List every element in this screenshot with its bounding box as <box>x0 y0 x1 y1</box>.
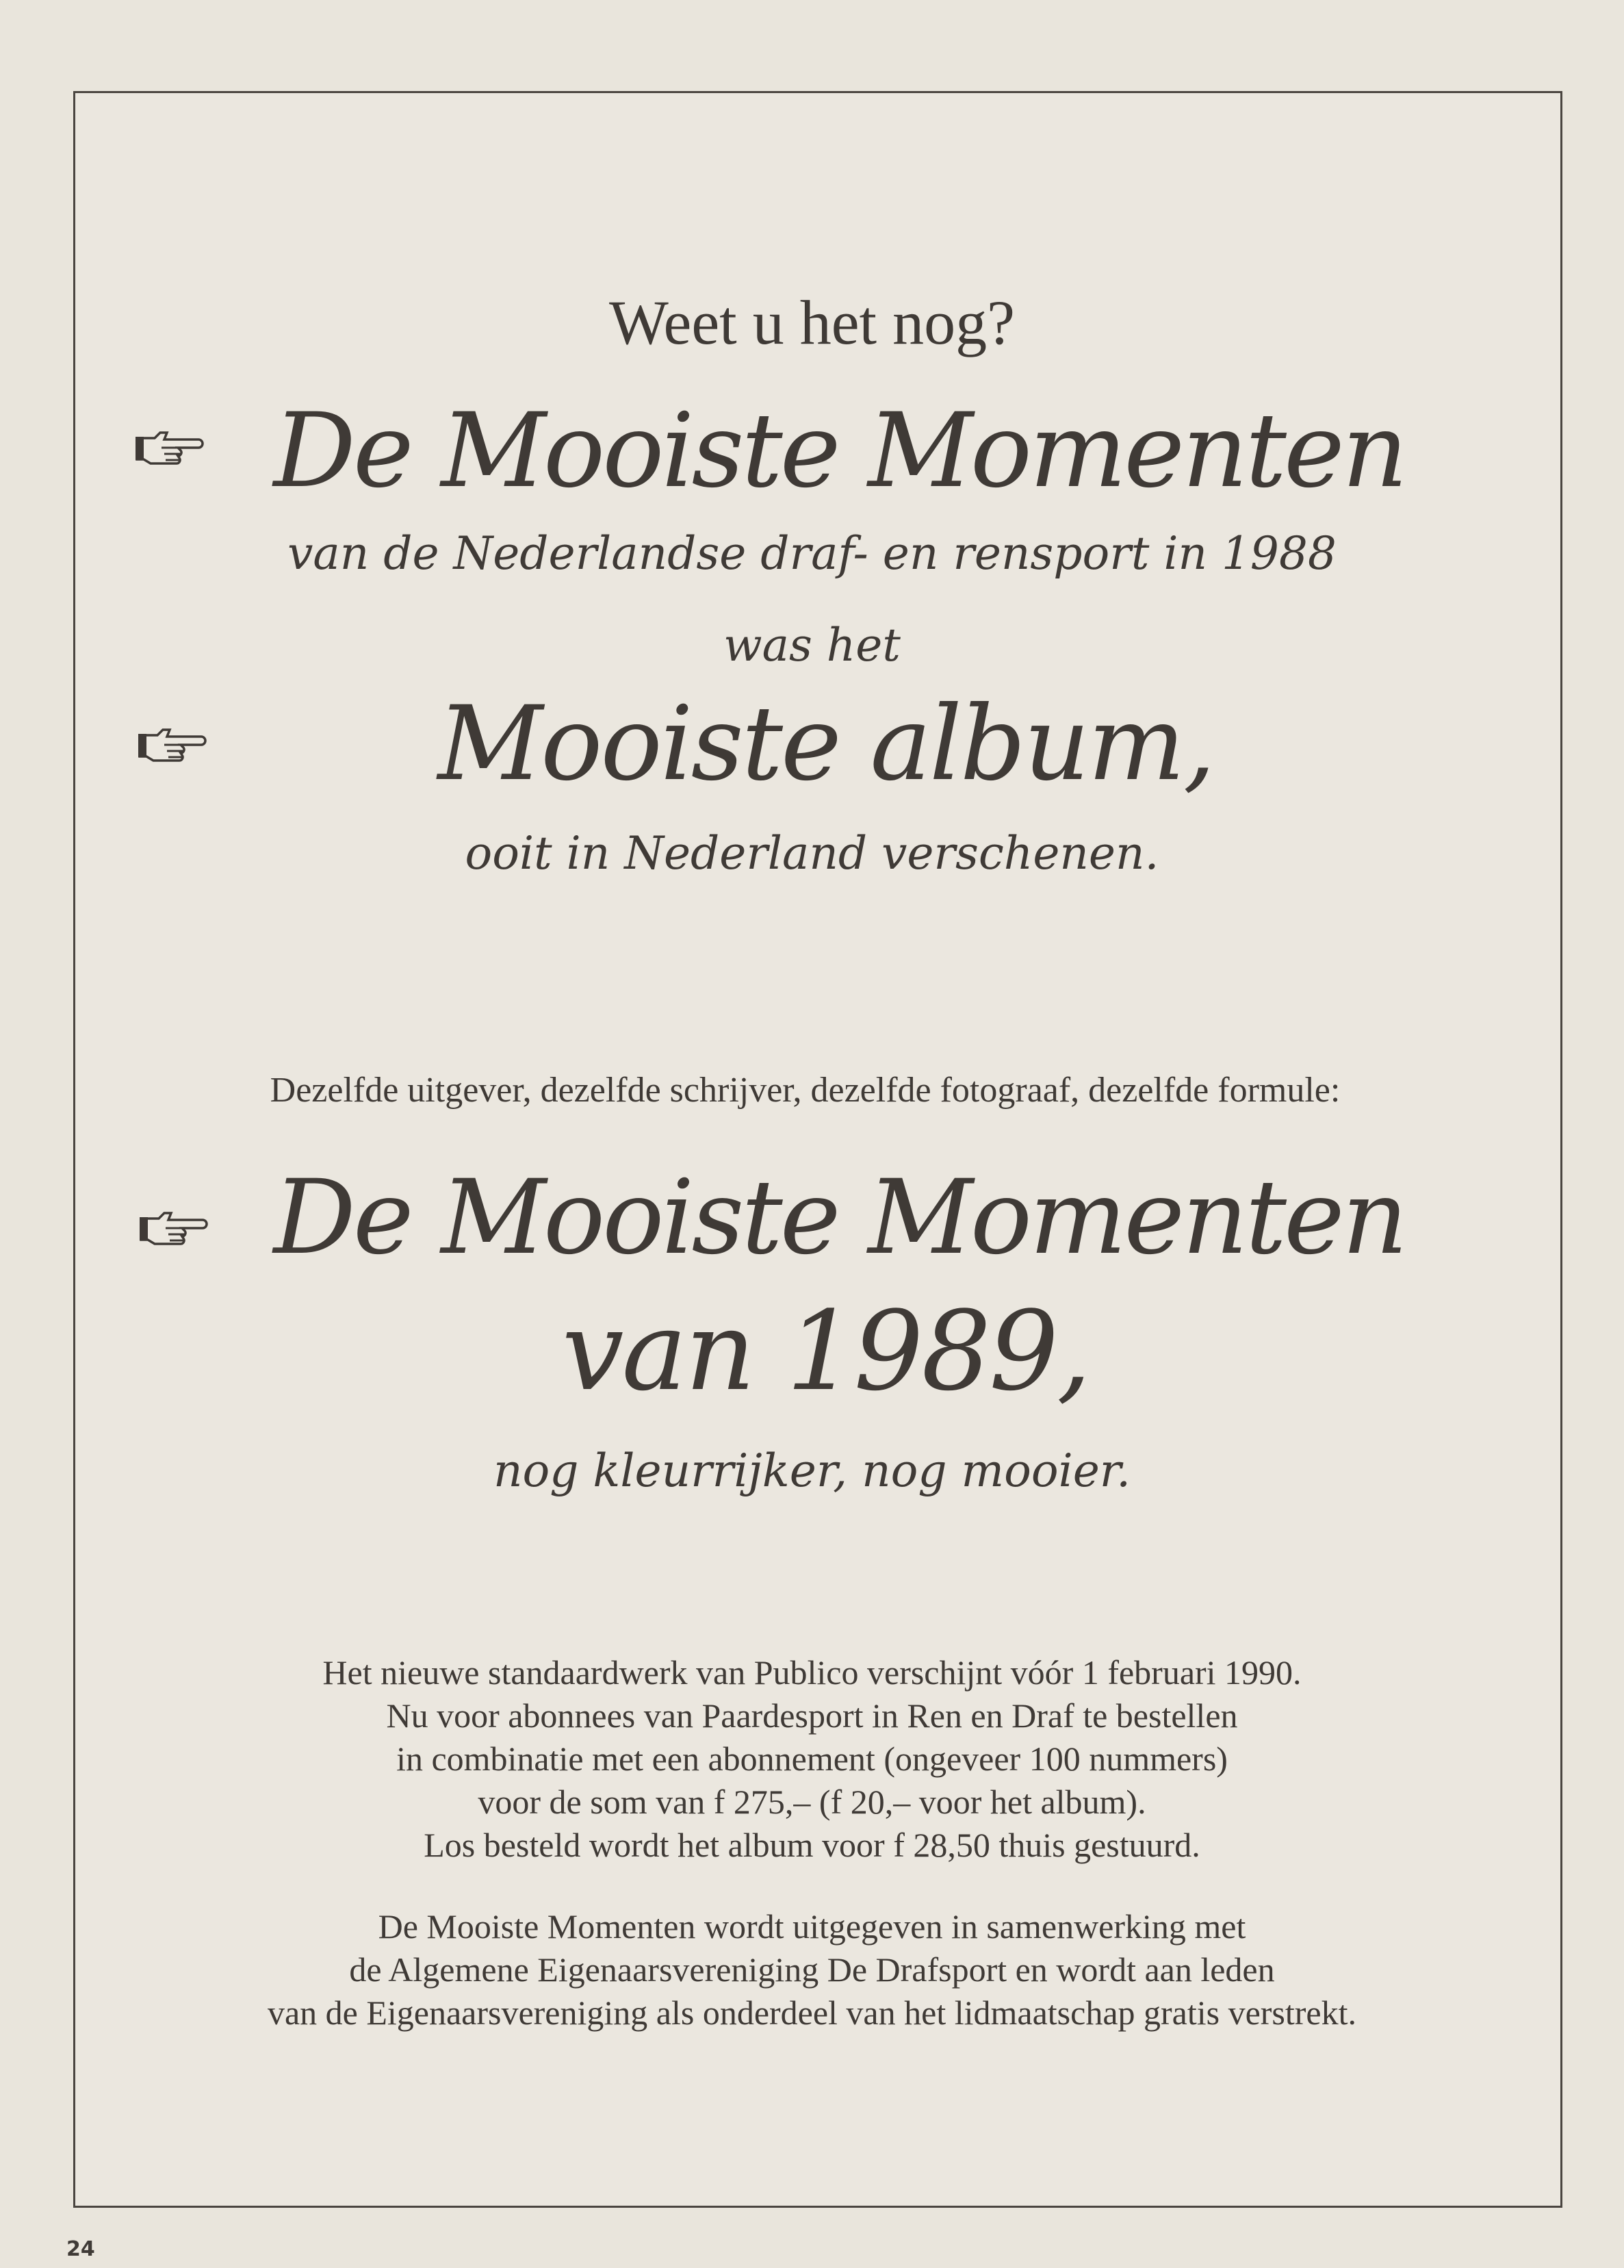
was-het-text: was het <box>723 619 901 672</box>
subtitle-kleurrijker: nog kleurrijker, nog mooier. <box>493 1444 1131 1497</box>
body-line: de Algemene Eigenaarsvereniging De Drafsport en wordt aan leden <box>349 1950 1275 1989</box>
title-de-mooiste-momenten-1989: De Mooiste Momenten <box>273 1158 1406 1277</box>
title-de-mooiste-momenten: De Mooiste Momenten <box>273 392 1406 511</box>
title-van-1989: van 1989, <box>562 1287 1090 1415</box>
question-heading: Weet u het nog? <box>609 288 1015 357</box>
body-line: Het nieuwe standaardwerk van Publico verschijnt vóór 1 februari 1990. <box>322 1653 1302 1692</box>
title-mooiste-album: Mooiste album, <box>437 685 1214 804</box>
intro-dezelfde: Dezelfde uitgever, dezelfde schrijver, dezelfde fotograaf, dezelfde formule: <box>270 1071 1341 1110</box>
page-number: 24 <box>66 2237 95 2261</box>
body-line: De Mooiste Momenten wordt uitgegeven in samenwerking met <box>378 1907 1246 1946</box>
body-line: voor de som van f 275,– (f 20,– voor het album). <box>478 1783 1146 1821</box>
body-line: van de Eigenaarsvereniging als onderdeel van het lidmaatschap gratis verstrekt. <box>267 1993 1357 2032</box>
subtitle-verschenen: ooit in Nederland verschenen. <box>465 827 1159 880</box>
body-line: Nu voor abonnees van Paardesport in Ren en Draf te bestellen <box>386 1696 1238 1735</box>
subtitle-1988: van de Nederlandse draf- en rensport in 1988 <box>287 527 1337 580</box>
body-line: in combinatie met een abonnement (ongeveer 100 nummers) <box>396 1740 1228 1778</box>
body-line: Los besteld wordt het album voor f 28,50 thuis gestuurd. <box>424 1826 1200 1864</box>
